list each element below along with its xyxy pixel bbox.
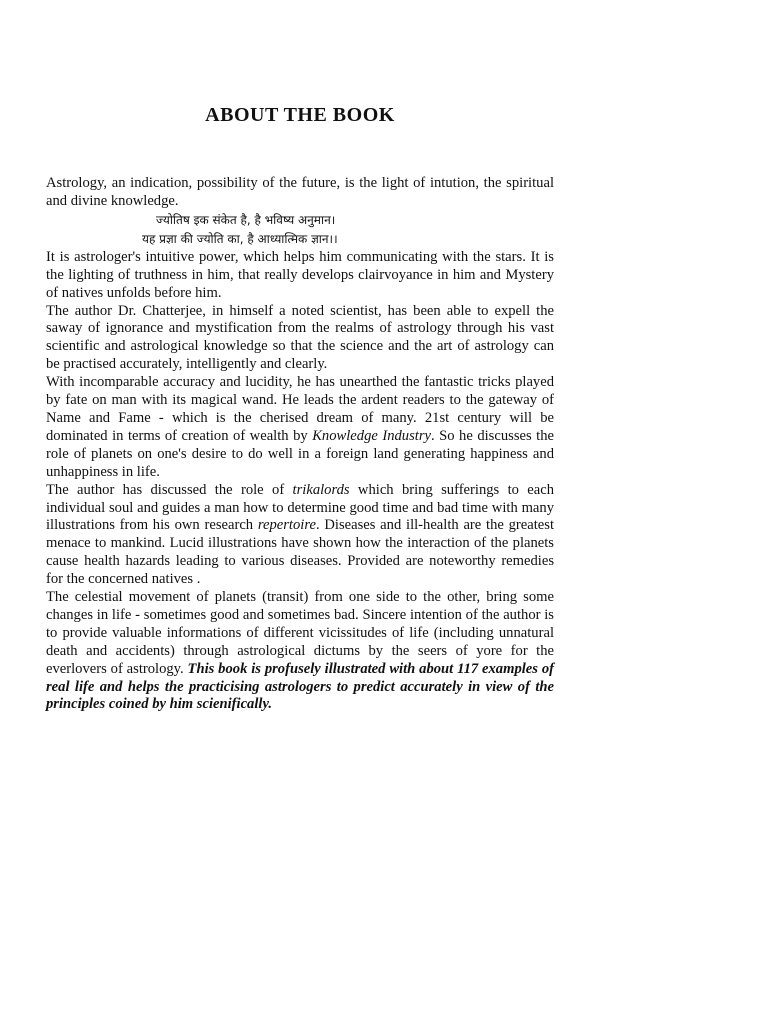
astrologer-paragraph: It is astrologer's intuitive power, which helps him communicating with the stars. It is the lighting of truthness in him, that really develops clairvoyance in him and Mystery of natives unfolds before him. bbox=[46, 248, 554, 301]
celestial-paragraph bbox=[46, 589, 554, 714]
knowledge-industry-term: Knowledge Industry bbox=[312, 427, 431, 444]
hindi-verse-line-2: यह प्रज्ञा की ज्योति का, है आध्यात्मिक ज्ञान।। bbox=[142, 231, 338, 246]
trikalords-text-1: The author has discussed the role of bbox=[46, 481, 293, 498]
hindi-verse-line-1: ज्योतिष इक संकेत है, है भविष्य अनुमान। bbox=[156, 212, 336, 227]
accuracy-text-2: . So he discusses the role of planets on one's desire to do well in a foreign land generating happiness and unhappiness in life. bbox=[46, 427, 554, 480]
page-title: ABOUT THE BOOK bbox=[205, 104, 395, 126]
illustrated-statement: This book is profusely illustrated with about 117 examples of real life and helps the practicising astrologers to predict accurately in view of the principles coined by him scienifically. bbox=[46, 660, 554, 713]
author-paragraph: The author Dr. Chatterjee, in himself a noted scientist, has been able to expell the saway of ignorance and mystification from the realms of astrology through his vast scientific and astrological knowledge so that the science and the art of astrology can be practised accurately, intelligently and clearly. bbox=[46, 302, 554, 373]
trikalords-term: trikalords bbox=[292, 481, 350, 498]
trikalords-text-2: which bring sufferings to each individual soul and guides a man how to determine good time and bad time with many illustrations from his own research bbox=[46, 481, 555, 534]
trikalords-paragraph bbox=[46, 482, 554, 589]
intro-paragraph: Astrology, an indication, possibility of the future, is the light of intution, the spiritual and divine knowledge. bbox=[46, 175, 554, 209]
repertoire-term: repertoire bbox=[257, 517, 316, 534]
accuracy-text-1: With incomparable accuracy and lucidity, he has unearthed the fantastic tricks played by fate on man with its magical wand. He leads the ardent readers to the gateway of Name and Fame - which is the cherised dream of many. 21st century will be dominated in terms of creation of wealth by bbox=[46, 374, 554, 444]
celestial-text: The celestial movement of planets (transit) from one side to the other, bring some changes in life - sometimes good and sometimes bad. Sincere intention of the author is to provide valuable informations of different vicissitudes of life (including unnatural death and accidents) through astrological dictums by the seers of yore for the everlovers of astrology. bbox=[46, 589, 554, 677]
book-description bbox=[46, 175, 554, 714]
trikalords-text-3: . Diseases and ill-health are the greatest menace to mankind. Lucid illustrations have shown how the interaction of the planets cause health hazards leading to various diseases. Provided are noteworthy remedies for the concerned natives . bbox=[46, 517, 554, 588]
accuracy-paragraph bbox=[46, 374, 554, 481]
